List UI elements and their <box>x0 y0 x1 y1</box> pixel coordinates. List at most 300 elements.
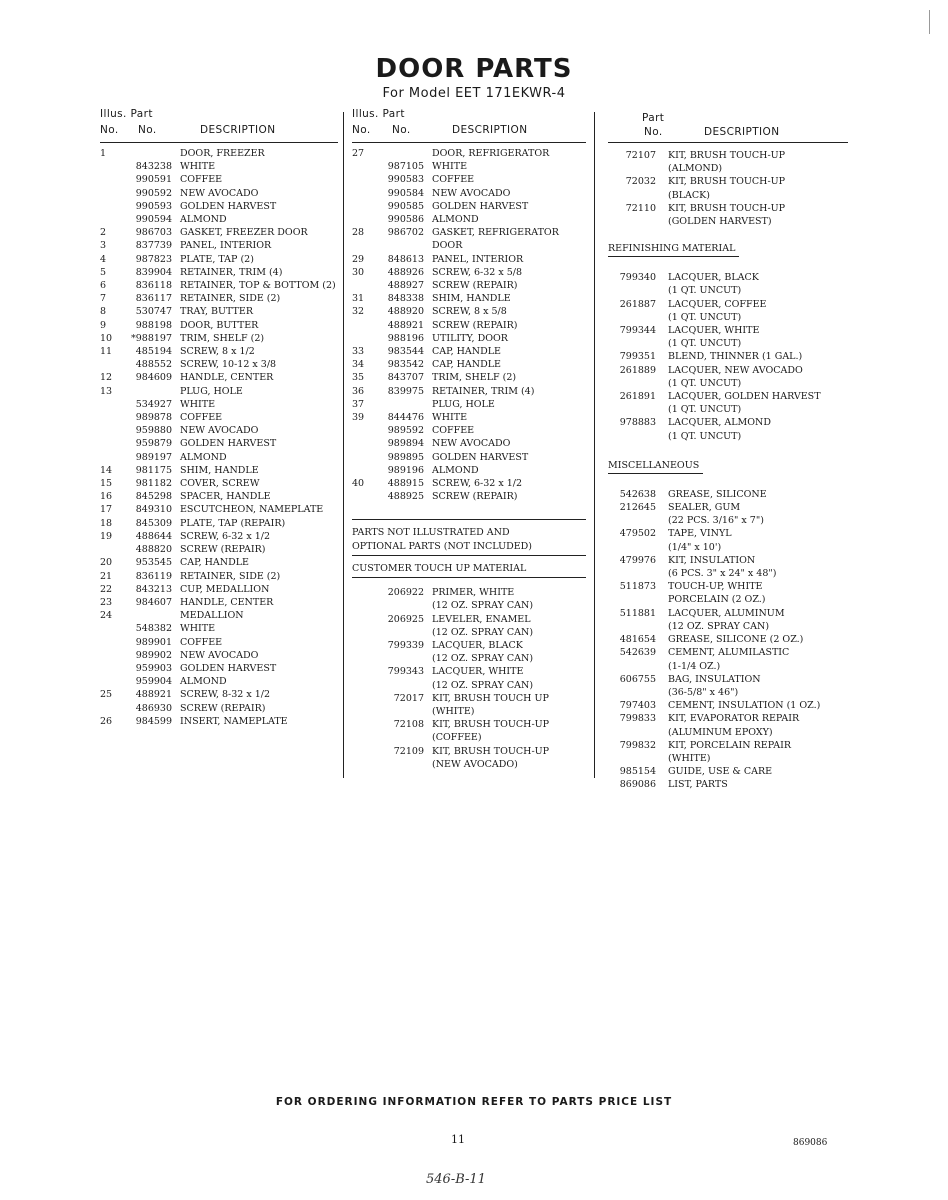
part-description: SCREW (REPAIR) <box>432 280 518 292</box>
table-row <box>100 279 338 292</box>
illus-number: 7 <box>100 293 107 305</box>
illus-number <box>352 279 374 292</box>
part-number: 985154 <box>619 766 656 778</box>
part-number: 261887 <box>619 298 656 310</box>
part-number <box>608 311 664 324</box>
table-row <box>100 385 338 398</box>
part-number: 845309 <box>135 517 172 529</box>
table-row <box>100 371 338 384</box>
part-description: COFFEE <box>180 412 223 424</box>
part-number <box>608 514 664 527</box>
illus-number <box>352 319 374 332</box>
part-number: 488926 <box>387 266 424 278</box>
table-row <box>100 424 338 437</box>
part-number <box>608 752 664 765</box>
part-description: COFFEE <box>180 636 223 648</box>
part-number: 488552 <box>135 359 172 371</box>
part-number <box>122 147 176 160</box>
handwritten-note: 546-B-11 <box>426 1172 486 1187</box>
table-row <box>100 266 338 279</box>
part-description: (1-1/4 OZ.) <box>668 660 721 672</box>
table-row <box>100 662 338 675</box>
part-description: SCREW (REPAIR) <box>432 319 518 331</box>
part-description: WHITE <box>180 161 216 173</box>
part-number: 989901 <box>135 636 172 648</box>
part-number: 987105 <box>387 161 424 173</box>
part-description: COFFEE <box>432 174 475 186</box>
part-number: 488820 <box>135 544 172 556</box>
part-number <box>608 686 664 699</box>
illus-number <box>100 622 122 635</box>
part-number: 987823 <box>135 253 172 265</box>
part-number <box>374 398 428 411</box>
part-description: (NEW AVOCADO) <box>432 758 518 770</box>
part-description: UTILITY, DOOR <box>432 332 508 344</box>
part-number <box>374 626 428 639</box>
column-divider-2 <box>594 112 595 778</box>
part-description: SHIM, HANDLE <box>432 293 511 305</box>
illus-number <box>100 160 122 173</box>
part-number <box>374 599 428 612</box>
table-row <box>608 416 848 429</box>
part-number: 261891 <box>619 391 656 403</box>
part-number: 983544 <box>387 346 424 358</box>
parts-column-2 <box>352 104 586 771</box>
part-number <box>374 731 428 744</box>
table-row <box>352 398 586 411</box>
part-no-label-2: No. <box>392 124 411 136</box>
illus-number: 39 <box>352 412 365 424</box>
table-row <box>100 411 338 424</box>
table-row <box>352 745 586 758</box>
illus-number <box>352 599 374 612</box>
illus-number <box>352 679 374 692</box>
part-number: 990584 <box>387 187 424 199</box>
part-description: NEW AVOCADO <box>180 425 259 437</box>
part-number <box>374 147 428 160</box>
table-row <box>100 636 338 649</box>
part-number <box>608 162 664 175</box>
table-row <box>100 200 338 213</box>
table-row <box>100 239 338 252</box>
part-number: 206922 <box>387 587 424 599</box>
table-row <box>100 173 338 186</box>
part-description: GOLDEN HARVEST <box>432 451 529 463</box>
table-row <box>608 189 848 202</box>
part-number <box>608 337 664 350</box>
part-description: KIT, BRUSH TOUCH UP <box>432 692 549 704</box>
illus-number <box>352 586 374 599</box>
part-description: COFFEE <box>432 425 475 437</box>
illus-number: 25 <box>100 689 113 701</box>
table-row <box>608 699 848 712</box>
table-row <box>608 403 848 416</box>
part-description: RETAINER, SIDE (2) <box>180 293 281 305</box>
table-row <box>100 358 338 371</box>
illus-number <box>100 636 122 649</box>
illus-number: 32 <box>352 306 365 318</box>
part-description: CEMENT, INSULATION (1 OZ.) <box>668 700 821 712</box>
part-description: GASKET, REFRIGERATOR <box>432 227 559 239</box>
part-number: 984607 <box>135 596 172 608</box>
illus-number: 4 <box>100 253 107 265</box>
part-number: 797403 <box>619 700 656 712</box>
part-number: 849310 <box>135 504 172 516</box>
model-subtitle: For Model EET 171EKWR-4 <box>382 86 566 101</box>
part-description: SCREW, 6-32 x 1/2 <box>432 478 523 490</box>
part-description: SCREW, 8 x 1/2 <box>180 346 255 358</box>
table-row <box>100 451 338 464</box>
part-description: SCREW, 6-32 x 1/2 <box>180 530 271 542</box>
part-number: 799339 <box>387 639 424 651</box>
table-row <box>100 160 338 173</box>
illus-number: 5 <box>100 266 107 278</box>
table-row <box>608 350 848 363</box>
table-row <box>352 437 586 450</box>
part-description: SHIM, HANDLE <box>180 464 259 476</box>
part-description: (WHITE) <box>432 705 475 717</box>
illus-number: 14 <box>100 464 113 476</box>
part-description: DOOR, REFRIGERATOR <box>432 148 550 159</box>
part-description: (1 QT. UNCUT) <box>668 285 742 297</box>
illus-number: 33 <box>352 346 365 358</box>
part-description: GOLDEN HARVEST <box>180 438 277 450</box>
table-row <box>100 226 338 239</box>
part-description: RETAINER, SIDE (2) <box>180 570 281 582</box>
illus-number: 11 <box>100 346 113 358</box>
part-number: 988198 <box>135 319 172 331</box>
illus-number <box>352 731 374 744</box>
table-row <box>608 162 848 175</box>
part-description: TOUCH-UP, WHITE <box>668 581 763 593</box>
part-description: PANEL, INTERIOR <box>432 253 524 265</box>
illus-number: 35 <box>352 372 365 384</box>
part-number: 606755 <box>619 673 656 685</box>
illus-number <box>100 398 122 411</box>
part-number: 72017 <box>393 692 424 704</box>
part-number: 990593 <box>135 200 172 212</box>
table-row <box>608 215 848 228</box>
table-row <box>608 488 848 501</box>
part-description: CAP, HANDLE <box>432 346 501 358</box>
illus-number: 2 <box>100 227 107 239</box>
part-description: CUP, MEDALLION <box>180 583 270 595</box>
illus-number: 28 <box>352 227 365 239</box>
illus-number: 37 <box>352 398 365 410</box>
part-description: (BLACK) <box>668 189 710 201</box>
illus-number: 24 <box>100 610 113 622</box>
part-description: SCREW, 6-32 x 5/8 <box>432 266 523 278</box>
table-row <box>352 173 586 186</box>
table-row <box>608 337 848 350</box>
part-number <box>374 239 428 252</box>
table-row <box>100 490 338 503</box>
part-number: 989196 <box>387 464 424 476</box>
part-number: 72109 <box>393 745 424 757</box>
part-number: 848338 <box>387 293 424 305</box>
section-rule-top <box>352 519 586 520</box>
part-description: (GOLDEN HARVEST) <box>668 216 772 228</box>
part-number <box>374 705 428 718</box>
table-row <box>608 739 848 752</box>
part-description: SCREW, 8 x 5/8 <box>432 306 507 318</box>
refinishing-rows <box>608 271 848 443</box>
table-row <box>608 607 848 620</box>
table-row <box>608 202 848 215</box>
table-row <box>100 596 338 609</box>
miscellaneous-rows <box>608 488 848 792</box>
table-row <box>100 332 338 345</box>
part-description: LIST, PARTS <box>668 779 728 791</box>
part-description: WHITE <box>432 412 468 424</box>
table-row <box>608 501 848 514</box>
part-description: (COFFEE) <box>432 732 482 744</box>
illus-number: 27 <box>352 148 365 159</box>
part-number: 989895 <box>387 451 424 463</box>
table-row <box>352 305 586 318</box>
table-row <box>100 345 338 358</box>
table-row <box>100 147 338 160</box>
illus-number <box>352 639 374 652</box>
part-description: PLUG, HOLE <box>432 398 495 410</box>
table-row <box>352 586 586 599</box>
part-description: PORCELAIN (2 OZ.) <box>668 594 766 606</box>
table-row <box>352 613 586 626</box>
illus-number: 10 <box>100 332 113 344</box>
part-label-3: Part <box>642 112 665 124</box>
column-1-header <box>100 104 338 143</box>
part-description: CEMENT, ALUMILASTIC <box>668 647 790 659</box>
part-description: HANDLE, CENTER <box>180 372 274 384</box>
part-number: 981175 <box>135 464 172 476</box>
table-row <box>100 530 338 543</box>
table-row <box>352 200 586 213</box>
illus-number <box>100 702 122 715</box>
description-label: DESCRIPTION <box>200 124 276 136</box>
customer-touch-up-heading: CUSTOMER TOUCH UP MATERIAL <box>352 562 527 574</box>
table-row <box>352 639 586 652</box>
part-description: TAPE, VINYL <box>668 528 732 540</box>
part-description: KIT, BRUSH TOUCH-UP <box>432 719 550 731</box>
illus-number <box>352 745 374 758</box>
part-description: LACQUER, BLACK <box>668 272 759 284</box>
table-row <box>352 385 586 398</box>
part-number: 984609 <box>135 372 172 384</box>
table-row <box>352 358 586 371</box>
part-description: INSERT, NAMEPLATE <box>180 715 288 727</box>
table-row <box>352 332 586 345</box>
table-row <box>100 187 338 200</box>
part-description: (ALMOND) <box>668 163 723 175</box>
table-row <box>608 765 848 778</box>
part-number <box>608 215 664 228</box>
illus-number: 1 <box>100 148 107 159</box>
table-row <box>352 477 586 490</box>
part-no-label: No. <box>138 124 157 136</box>
part-description: DOOR <box>432 240 463 252</box>
table-row <box>100 292 338 305</box>
table-row <box>608 778 848 791</box>
part-description: MEDALLION <box>180 610 244 622</box>
table-row <box>352 160 586 173</box>
part-number <box>608 189 664 202</box>
part-number: 488921 <box>135 689 172 701</box>
illus-number: 26 <box>100 715 113 727</box>
table-row <box>608 390 848 403</box>
corner-mark <box>929 10 930 34</box>
table-row <box>352 718 586 731</box>
part-number: 836117 <box>135 293 172 305</box>
illus-number <box>100 649 122 662</box>
table-row <box>352 279 586 292</box>
part-number: 212645 <box>619 502 656 514</box>
part-number: 843213 <box>135 583 172 595</box>
table-row <box>608 712 848 725</box>
table-row <box>352 187 586 200</box>
part-description: (12 OZ. SPRAY CAN) <box>432 600 534 612</box>
part-number <box>122 385 176 398</box>
illus-number <box>352 451 374 464</box>
illus-number <box>352 464 374 477</box>
part-description: TRAY, BUTTER <box>180 306 253 318</box>
part-number: 848613 <box>387 253 424 265</box>
description-label-2: DESCRIPTION <box>452 124 528 136</box>
part-number: 990583 <box>387 174 424 186</box>
part-number: 836118 <box>135 280 172 292</box>
illus-number: 34 <box>352 359 365 371</box>
illus-number: 13 <box>100 385 113 397</box>
table-row <box>352 292 586 305</box>
illus-number: 6 <box>100 280 107 292</box>
part-number: 479976 <box>619 554 656 566</box>
table-row <box>100 543 338 556</box>
part-description: SPACER, HANDLE <box>180 491 271 503</box>
part-number: 989197 <box>135 451 172 463</box>
part-description: (6 PCS. 3" x 24" x 48") <box>668 568 777 580</box>
table-row <box>100 464 338 477</box>
part-number: 989902 <box>135 649 172 661</box>
part-description: PLATE, TAP (REPAIR) <box>180 517 286 529</box>
illus-number: 18 <box>100 517 113 529</box>
part-number: 845298 <box>135 491 172 503</box>
part-description: LACQUER, GOLDEN HARVEST <box>668 391 821 403</box>
illus-number <box>352 437 374 450</box>
table-row <box>352 705 586 718</box>
part-description: (1 QT. UNCUT) <box>668 377 742 389</box>
table-row <box>608 593 848 606</box>
illus-number: 30 <box>352 266 365 278</box>
table-row <box>352 239 586 252</box>
illus-number: 19 <box>100 530 113 542</box>
table-row <box>352 371 586 384</box>
part-number: 799351 <box>619 351 656 363</box>
illus-number <box>100 187 122 200</box>
illus-number <box>100 675 122 688</box>
illus-part-label-2: Illus. Part <box>352 108 405 120</box>
part-description: LEVELER, ENAMEL <box>432 613 531 625</box>
table-row <box>352 253 586 266</box>
table-row <box>100 556 338 569</box>
part-number: 988196 <box>387 332 424 344</box>
part-description: (1 QT. UNCUT) <box>668 430 742 442</box>
table-row <box>608 377 848 390</box>
part-number: 837739 <box>135 240 172 252</box>
illus-number <box>352 332 374 345</box>
table-row <box>608 646 848 659</box>
part-description: GOLDEN HARVEST <box>432 200 529 212</box>
part-description: (1 QT. UNCUT) <box>668 404 742 416</box>
part-description: LACQUER, NEW AVOCADO <box>668 364 803 376</box>
part-number: 799832 <box>619 739 656 751</box>
part-number: 843707 <box>387 372 424 384</box>
part-description: LACQUER, WHITE <box>668 325 760 337</box>
table-row <box>352 692 586 705</box>
part-description: (22 PCS. 3/16" x 7") <box>668 515 764 527</box>
part-description: PANEL, INTERIOR <box>180 240 272 252</box>
part-number <box>608 567 664 580</box>
part-description: SCREW, 10-12 x 3/8 <box>180 359 277 371</box>
part-number: 986703 <box>135 227 172 239</box>
part-number <box>608 726 664 739</box>
illus-number <box>100 173 122 186</box>
illus-number <box>100 543 122 556</box>
table-row <box>100 319 338 332</box>
table-row <box>100 702 338 715</box>
part-number: 839904 <box>135 266 172 278</box>
part-number <box>374 679 428 692</box>
part-description: NEW AVOCADO <box>180 649 259 661</box>
table-row <box>100 253 338 266</box>
table-row <box>100 305 338 318</box>
table-row <box>352 652 586 665</box>
part-description: TRIM, SHELF (2) <box>432 372 517 384</box>
part-description: (1 QT. UNCUT) <box>668 311 742 323</box>
table-row <box>608 430 848 443</box>
part-description: (12 OZ. SPRAY CAN) <box>432 679 534 691</box>
illus-number: 23 <box>100 596 113 608</box>
part-number: 488644 <box>135 530 172 542</box>
table-row <box>100 609 338 622</box>
part-number: 72107 <box>625 150 656 161</box>
part-number: 990592 <box>135 187 172 199</box>
illus-number <box>352 665 374 678</box>
part-number: 72108 <box>393 719 424 731</box>
table-row <box>100 570 338 583</box>
part-number: 869086 <box>619 779 656 791</box>
part-description: GOLDEN HARVEST <box>180 200 277 212</box>
table-row <box>352 758 586 771</box>
illus-number <box>352 758 374 771</box>
part-number: 488915 <box>387 478 424 490</box>
part-number: 990591 <box>135 174 172 186</box>
part-description: GUIDE, USE & CARE <box>668 766 773 778</box>
table-row <box>608 567 848 580</box>
miscellaneous-heading: MISCELLANEOUS <box>608 459 703 474</box>
part-description: SCREW, 8-32 x 1/2 <box>180 689 271 701</box>
illus-number <box>100 213 122 226</box>
part-number: 953545 <box>135 557 172 569</box>
part-number: 486930 <box>135 702 172 714</box>
illus-number: 9 <box>100 319 107 331</box>
illus-number <box>352 200 374 213</box>
table-row <box>352 213 586 226</box>
table-row <box>352 464 586 477</box>
part-no-label-3: No. <box>644 126 663 138</box>
part-number <box>608 593 664 606</box>
column-divider-1 <box>343 112 344 778</box>
illus-number: 31 <box>352 293 365 305</box>
table-row <box>100 715 338 728</box>
